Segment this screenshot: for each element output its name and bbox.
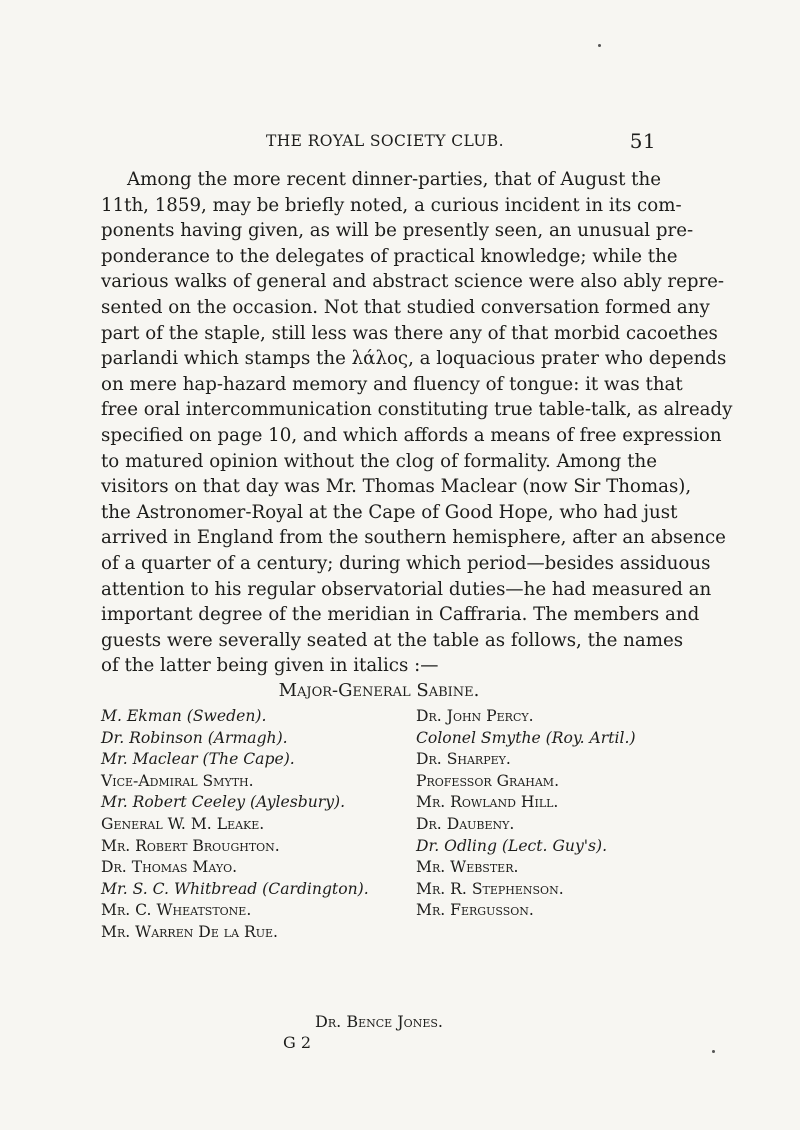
text-line: Among the more recent dinner-parties, that of August the xyxy=(127,169,661,190)
text-line: of a quarter of a century; during which period—besides assiduous xyxy=(101,552,711,574)
body-paragraph xyxy=(101,167,733,679)
guest-name: M. Ekman (Sweden). xyxy=(101,707,267,725)
member-name: Dr. Daubeny. xyxy=(416,814,515,833)
guest-name: Mr. Robert Ceeley (Aylesbury). xyxy=(101,793,346,812)
text-line: free oral intercommunication constituting true table-talk, as already xyxy=(101,399,733,421)
text-line: sented on the occasion. Not that studied conversation formed any xyxy=(101,296,710,318)
print-speck xyxy=(712,1050,715,1053)
text-line: specified on page 10, and which affords a means of free expression xyxy=(101,424,722,446)
page-number: 51 xyxy=(629,129,656,153)
text-line: visitors on that day was Mr. Thomas Maclear (now Sir Thomas), xyxy=(101,476,692,498)
text-line: parlandi which stamps the λάλος, a loquacious prater who depends xyxy=(101,348,727,370)
member-name: Dr. Sharpey. xyxy=(416,750,511,769)
text-line: of the latter being given in italics :— xyxy=(101,655,439,677)
text-line: part of the staple, still less was there any of that morbid cacoethes xyxy=(101,322,718,344)
text-line: guests were severally seated at the table as follows, the names xyxy=(101,629,684,651)
guest-name: Colonel Smythe (Roy. Artil.) xyxy=(416,728,636,747)
member-name: Dr. Thomas Mayo. xyxy=(101,858,238,877)
text-line: arrived in England from the southern hemisphere, after an absence xyxy=(101,527,726,549)
text-line: important degree of the meridian in Caffraria. The members and xyxy=(101,604,700,626)
guest-name: Dr. Robinson (Armagh). xyxy=(101,728,288,747)
member-name: Mr. Robert Broughton. xyxy=(101,836,280,855)
guest-name: Mr. S. C. Whitbread (Cardington). xyxy=(101,879,369,898)
text-line: 11th, 1859, may be briefly noted, a curious incident in its com- xyxy=(101,194,682,216)
member-name: Mr. Fergusson. xyxy=(416,901,534,920)
member-name: Mr. Warren De la Rue. xyxy=(101,922,279,941)
running-title: THE ROYAL SOCIETY CLUB. xyxy=(266,132,504,150)
text-line: attention to his regular observatorial duties—he had measured an xyxy=(101,578,712,600)
table-head-name: Major-General Sabine. xyxy=(278,680,480,701)
member-name: Professor Graham. xyxy=(416,771,560,790)
member-name: General W. M. Leake. xyxy=(101,814,265,833)
seating-right-column xyxy=(416,706,636,922)
text-line: ponents having given, as will be presently seen, an unusual pre- xyxy=(101,220,694,242)
print-speck xyxy=(598,44,601,47)
seating-left-column xyxy=(101,706,369,944)
guest-name: Mr. Maclear (The Cape). xyxy=(101,750,295,769)
table-foot-name: Dr. Bence Jones. xyxy=(315,1012,443,1031)
member-name: Mr. Rowland Hill. xyxy=(416,793,559,812)
member-name: Dr. John Percy. xyxy=(416,707,534,725)
text-line: ponderance to the delegates of practical knowledge; while the xyxy=(101,245,678,267)
text-line: on mere hap-hazard memory and fluency of tongue: it was that xyxy=(101,373,683,395)
text-line: to matured opinion without the clog of formality. Among the xyxy=(101,450,657,472)
member-name: Mr. C. Wheatstone. xyxy=(101,901,252,920)
text-line: various walks of general and abstract science were also ably repre- xyxy=(101,271,725,293)
member-name: Vice-Admiral Smyth. xyxy=(101,771,254,790)
signature-mark: G 2 xyxy=(283,1033,312,1052)
member-name: Mr. R. Stephenson. xyxy=(416,879,564,898)
member-name: Mr. Webster. xyxy=(416,858,519,877)
guest-name: Dr. Odling (Lect. Guy's). xyxy=(416,836,608,855)
text-line: the Astronomer-Royal at the Cape of Good Hope, who had just xyxy=(101,501,678,523)
